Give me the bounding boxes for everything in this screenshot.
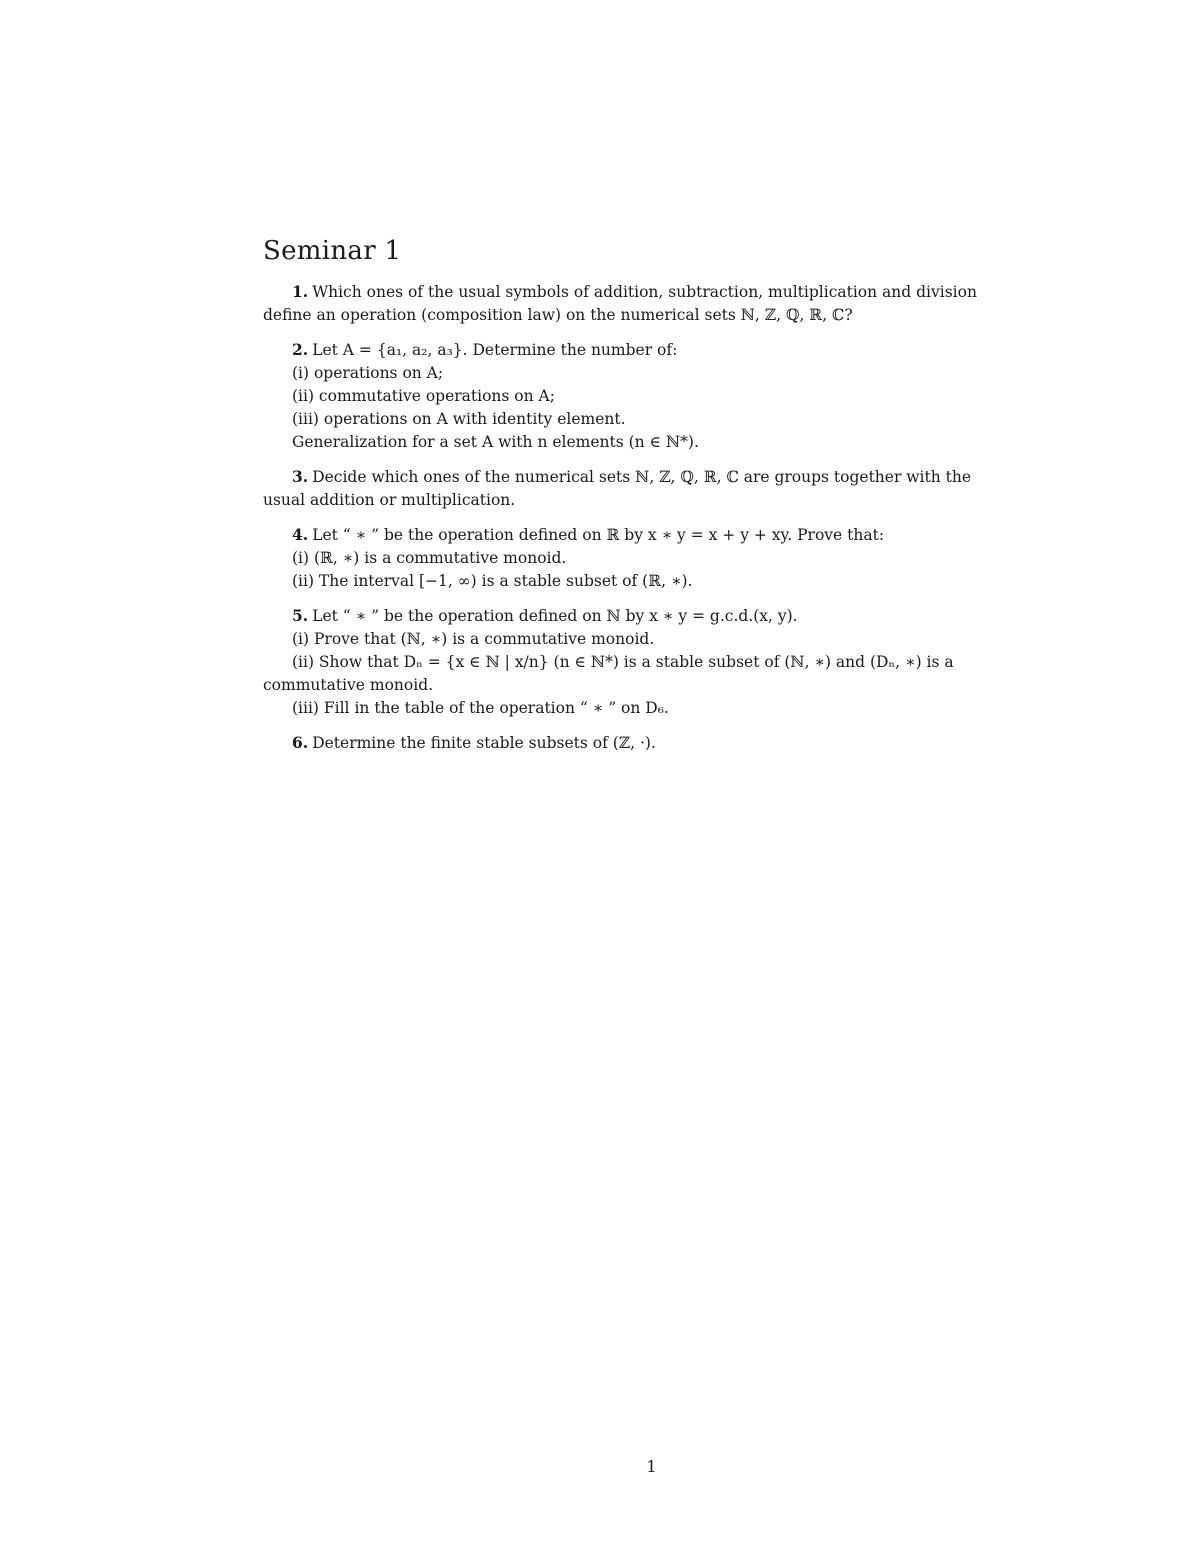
problem-line: (iii) operations on A with identity element. [292, 410, 626, 428]
problem-2 [263, 338, 1043, 454]
problem-line [263, 731, 1043, 755]
problem-line: (ii) Show that Dₙ = {x ∈ ℕ | x/n} (n ∈ ℕ*) is a stable subset of (ℕ, ∗) and (Dₙ, ∗) is a [292, 653, 954, 671]
problem-text: Which ones of the usual symbols of addition, subtraction, multiplication and division [312, 283, 977, 301]
problem-text: Let “ ∗ ” be the operation defined on ℕ by x ∗ y = g.c.d.(x, y). [312, 607, 798, 625]
problem-1 [263, 280, 1043, 327]
problem-text: Decide which ones of the numerical sets ℕ, ℤ, ℚ, ℝ, ℂ are groups together with the [312, 468, 972, 486]
problem-text: Let A = {a₁, a₂, a₃}. Determine the number of: [312, 341, 678, 359]
problem-6 [263, 731, 1043, 755]
problem-4 [263, 523, 1043, 593]
problem-line: usual addition or multiplication. [263, 491, 516, 509]
problem-line: commutative monoid. [263, 676, 434, 694]
problem-number: 5. [292, 606, 309, 625]
problem-line: Generalization for a set A with n elements (n ∈ ℕ*). [292, 433, 699, 451]
problem-line [263, 338, 1043, 362]
problem-line: (i) (ℝ, ∗) is a commutative monoid. [292, 549, 567, 567]
problem-number: 4. [292, 525, 309, 544]
problem-line: (ii) The interval [−1, ∞) is a stable subset of (ℝ, ∗). [292, 572, 693, 590]
problem-text: Determine the finite stable subsets of (ℤ, ·). [312, 734, 656, 752]
problem-line: (i) operations on A; [292, 364, 444, 382]
problem-line [263, 465, 1043, 489]
document-body [263, 236, 1043, 766]
problem-line [263, 604, 1043, 628]
problem-number: 2. [292, 340, 309, 359]
problem-number: 6. [292, 733, 309, 752]
problem-number: 3. [292, 467, 309, 486]
problem-line: (i) Prove that (ℕ, ∗) is a commutative monoid. [292, 630, 655, 648]
problem-5 [263, 604, 1043, 720]
problem-number: 1. [292, 282, 309, 301]
problem-3 [263, 465, 1043, 512]
problem-line: (iii) Fill in the table of the operation “ ∗ ” on D₆. [292, 699, 669, 717]
document-title: Seminar 1 [263, 236, 402, 266]
problem-line [263, 523, 1043, 547]
problem-text: Let “ ∗ ” be the operation defined on ℝ by x ∗ y = x + y + xy. Prove that: [312, 526, 885, 544]
page-number: 1 [646, 1457, 657, 1476]
problem-line [263, 280, 1043, 304]
problem-line: define an operation (composition law) on the numerical sets ℕ, ℤ, ℚ, ℝ, ℂ? [263, 306, 853, 324]
problem-line: (ii) commutative operations on A; [292, 387, 555, 405]
